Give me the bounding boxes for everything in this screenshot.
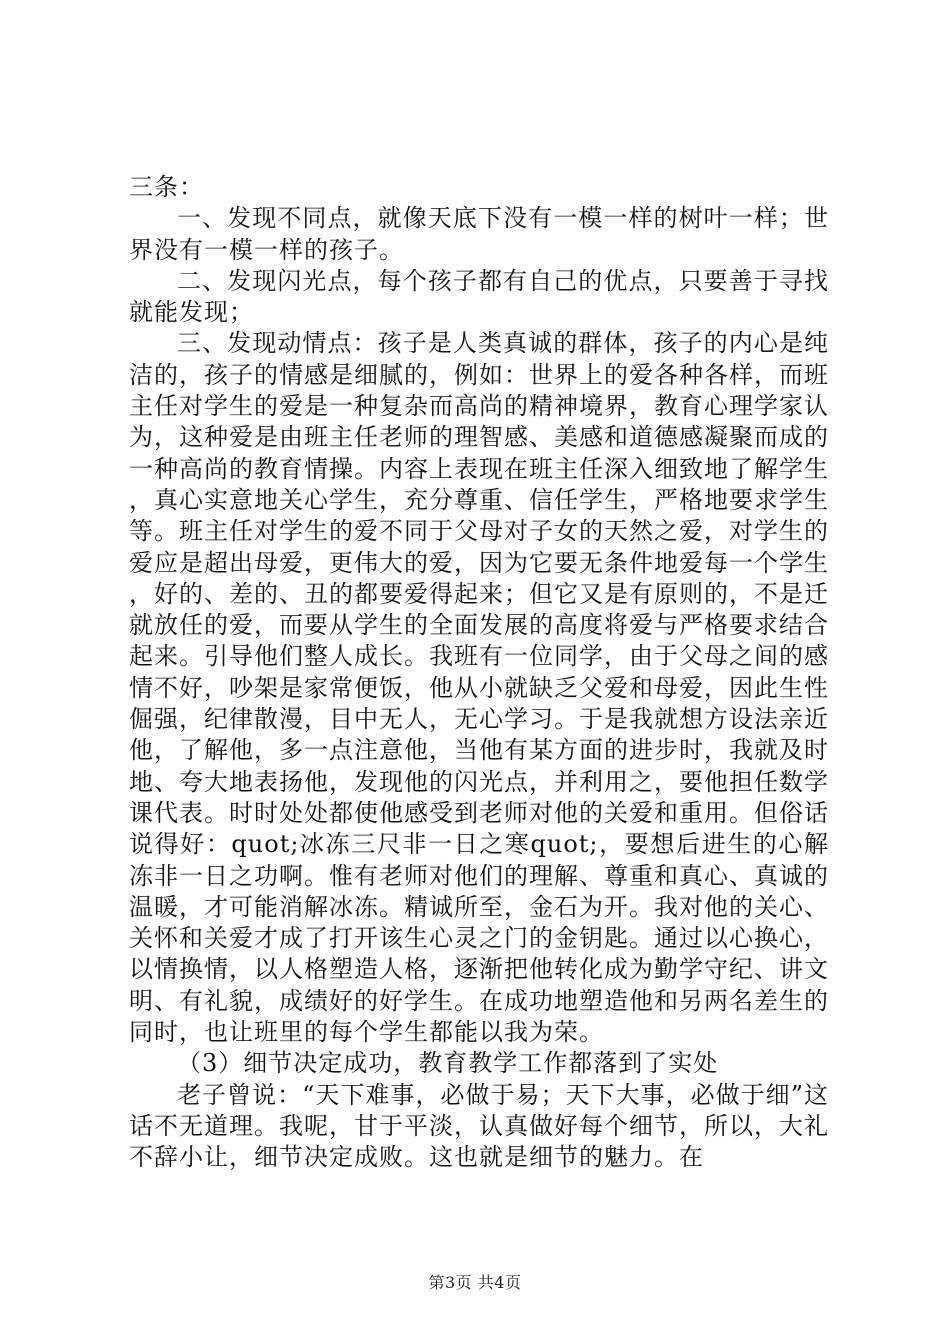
section-heading: （3）细节决定成功，教育教学工作都落到了实处: [177, 1049, 719, 1078]
paragraph-point-two: 二、发现闪光点，每个孩子都有自己的优点，只要善于寻找就能发现；: [129, 266, 829, 327]
paragraph-point-three: 三、发现动情点：孩子是人类真诚的群体，孩子的内心是纯洁的，孩子的情感是细腻的，例如：世界上的爱各种各样，而班主任对学生的爱是一种复杂而高尚的精神境界，教育心理学家认为，这种爱是由班主任老师的理智感、美感和道德感凝聚而成的一种高尚的教育情操。内容上表现在班主任深入细致地了解学生，真心实意地关心学生，充分尊重、信任学生，严格地要求学生等。班主任对学生的爱不同于父母对子女的天然之爱，对学生的爱应是超出母爱，更伟大的爱，因为它要无条件地爱每一个学生，好的、差的、丑的都要爱得起来；但它又是有原则的，不是迁就放任的爱，而要从学生的全面发展的高度将爱与严格要求结合起来。引导他们整人成长。我班有一位同学，由于父母之间的感情不好，吵架是家常便饭，他从小就缺乏父爱和母爱，因此生性倔强，纪律散漫，目中无人，无心学习。于是我就想方设法亲近他，了解他，多一点注意他，当他有某方面的进步时，我就及时地、夸大地表扬他，发现他的闪光点，并利用之，要他担任数学课代表。时时处处都使他感受到老师对他的关爱和重用。但俗话说得好：quot;冰冻三尺非一日之寒quot;，要想后进生的心解冻非一日之功啊。惟有老师对他们的理解、尊重和真心、真诚的温暖，才可能消解冰冻。精诚所至，金石为开。我对他的关心、关怀和关爱才成了打开该生心灵之门的金钥匙。通过以心换心，以情换情，以人格塑造人格，逐渐把他转化成为勤学守纪、讲文明、有礼貌，成绩好的好学生。在成功地塑造他和另两名差生的同时，也让班里的每个学生都能以我为荣。: [129, 329, 829, 1047]
paragraph-point-one: 一、发现不同点，就像天底下没有一模一样的树叶一样；世界没有一模一样的孩子。: [129, 204, 829, 264]
paragraph-details: 老子曾说：“天下难事，必做于易；天下大事，必做于细”这话不无道理。我呢，甘于平淡，认真做好每个细节，所以，大礼不辞小让，细节决定成败。这也就是细节的魅力。在: [129, 1080, 829, 1172]
paragraph-intro: 三条：: [129, 173, 204, 201]
page-footer: 第3页 共4页: [428, 1273, 522, 1292]
document-body: [129, 172, 829, 1174]
